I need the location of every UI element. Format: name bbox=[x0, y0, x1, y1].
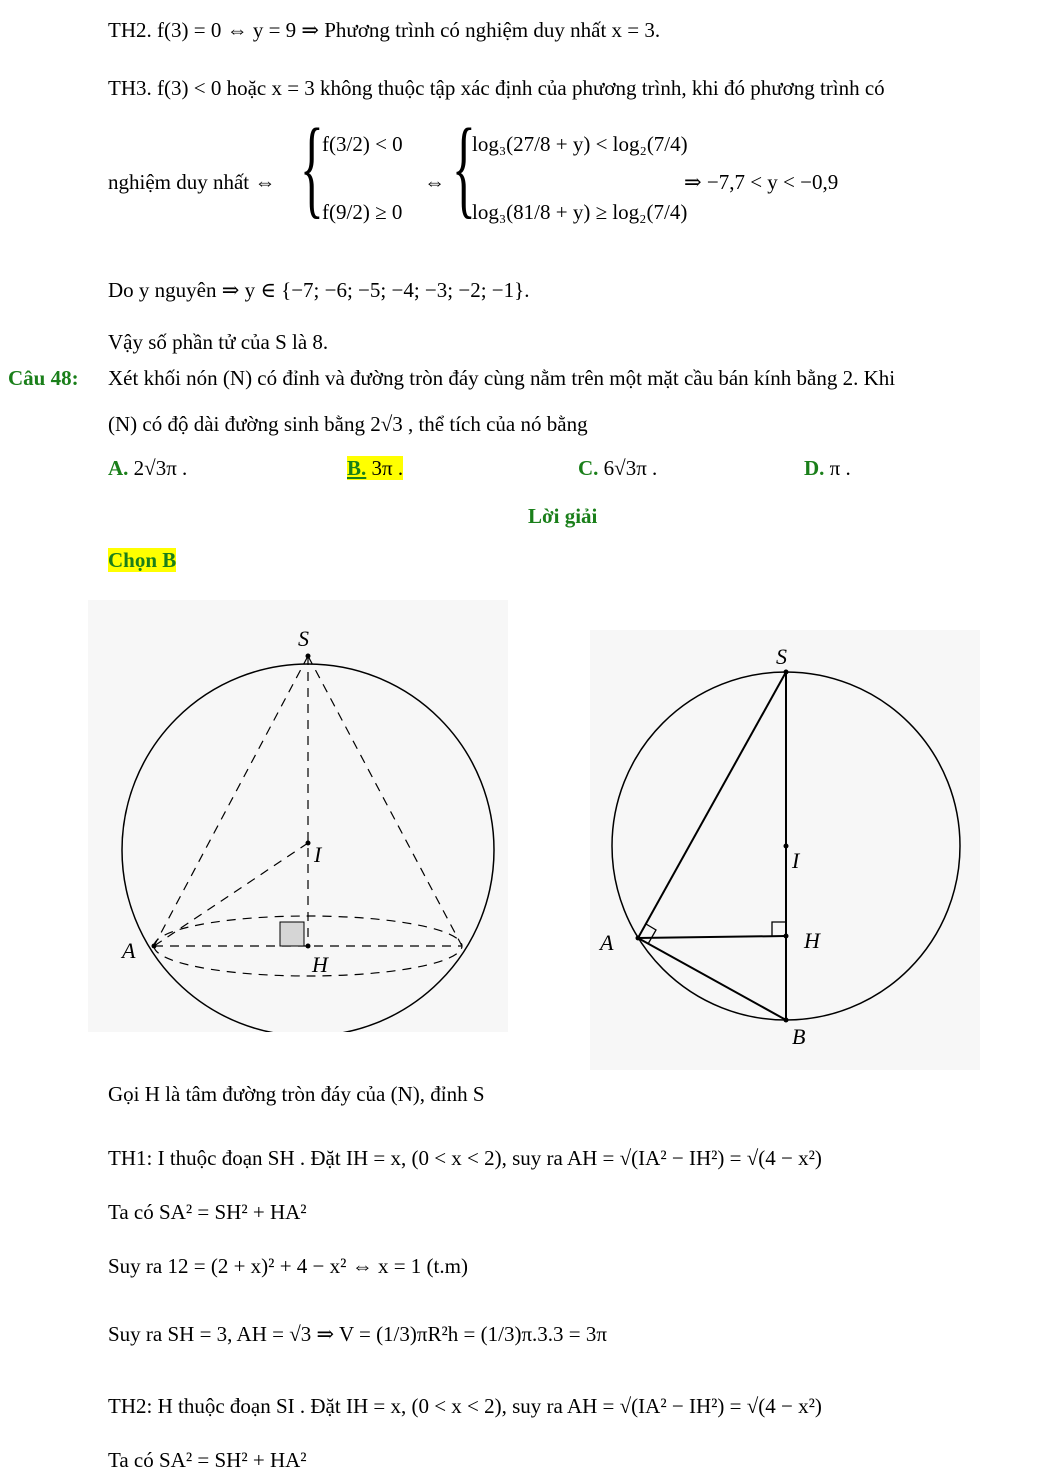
left-brace-1: { bbox=[300, 106, 324, 228]
option-d-value: π . bbox=[829, 456, 851, 480]
system2-row1: log₃(27/8 + y) < log₂(7/4) bbox=[472, 132, 688, 156]
label-i-right: I bbox=[792, 848, 800, 873]
option-b-label: B. bbox=[347, 456, 367, 480]
vay-line: Vậy số phần tử của S là 8. bbox=[108, 330, 329, 354]
label-b-right: B bbox=[792, 1024, 806, 1049]
point-h bbox=[306, 944, 311, 949]
option-a-value: 2√3π . bbox=[133, 456, 188, 480]
loi-giai-heading: Lời giải bbox=[528, 504, 598, 528]
option-b bbox=[347, 456, 403, 481]
label-h: H bbox=[312, 952, 328, 977]
label-a: A bbox=[122, 938, 136, 963]
point-i-right bbox=[784, 844, 789, 849]
label-a-right: A bbox=[600, 930, 614, 955]
point-s-right bbox=[784, 670, 789, 675]
solution-taco-1: Ta có SA² = SH² + HA² bbox=[108, 1200, 307, 1224]
solution-suyra-2: Suy ra SH = 3, AH = √3 ⇒ V = (1/3)πR²h = (1/3)π.3.3 = 3π bbox=[108, 1322, 608, 1346]
label-s: S bbox=[298, 626, 309, 651]
option-b-highlight bbox=[347, 456, 403, 480]
th2-previous-line: TH2. f(3) = 0 ⇔ y = 9 ⇒ Phương trình có nghiệm duy nhất x = 3. bbox=[108, 18, 661, 42]
system1-row2: f(9/2) ≥ 0 bbox=[322, 200, 403, 224]
point-i bbox=[306, 841, 311, 846]
solution-goi: Gọi H là tâm đường tròn đáy của (N), đỉnh S bbox=[108, 1082, 485, 1106]
option-c bbox=[578, 456, 657, 481]
question-text-1: Xét khối nón (N) có đỉnh và đường tròn đáy cùng nằm trên một mặt cầu bán kính bằng 2. Khi bbox=[108, 366, 896, 390]
system1-row1: f(3/2) < 0 bbox=[322, 132, 403, 156]
solution-suyra-1: Suy ra 12 = (2 + x)² + 4 − x² ⇔ x = 1 (t.m) bbox=[108, 1254, 468, 1278]
label-i: I bbox=[314, 842, 322, 867]
right-angle-marker bbox=[280, 922, 304, 946]
nghiem-label: nghiệm duy nhất ⇔ bbox=[108, 170, 276, 194]
left-brace-2: { bbox=[452, 106, 476, 228]
point-h-right bbox=[784, 934, 789, 939]
do-y-nguyen-line: Do y nguyên ⇒ y ∈ {−7; −6; −5; −4; −3; −2; −1}. bbox=[108, 278, 530, 302]
solution-th2: TH2: H thuộc đoạn SI . Đặt IH = x, (0 < x < 2), suy ra AH = √(IA² − IH²) = √(4 − x²) bbox=[108, 1394, 822, 1418]
figure-right-cross-section bbox=[590, 630, 980, 1070]
point-s bbox=[306, 654, 311, 659]
label-h-right: H bbox=[804, 928, 820, 953]
point-a-right bbox=[636, 936, 641, 941]
option-c-value: 6√3π . bbox=[603, 456, 658, 480]
chon-answer-text: Chọn B bbox=[108, 548, 177, 572]
option-b-value: 3π . bbox=[371, 456, 404, 480]
question-text-2: (N) có độ dài đường sinh bằng 2√3 , thể tích của nó bằng bbox=[108, 412, 588, 436]
option-a bbox=[108, 456, 187, 481]
point-a bbox=[152, 944, 157, 949]
point-b-right bbox=[784, 1018, 789, 1023]
question-label: Câu 48: bbox=[8, 366, 79, 390]
option-a-label: A. bbox=[108, 456, 129, 480]
th3-previous-line: TH3. f(3) < 0 hoặc x = 3 không thuộc tập xác định của phương trình, khi đó phương trình có bbox=[108, 76, 885, 100]
equiv-symbol: ⇔ bbox=[424, 170, 445, 194]
option-d bbox=[804, 456, 851, 481]
option-c-label: C. bbox=[578, 456, 599, 480]
label-s-right: S bbox=[776, 644, 787, 669]
solution-taco-2: Ta có SA² = SH² + HA² bbox=[108, 1448, 307, 1472]
figure-left-cone-sphere bbox=[88, 600, 508, 1032]
solution-th1: TH1: I thuộc đoạn SH . Đặt IH = x, (0 < x < 2), suy ra AH = √(IA² − IH²) = √(4 − x²) bbox=[108, 1146, 822, 1170]
chon-answer bbox=[108, 548, 176, 573]
system2-row2: log₃(81/8 + y) ≥ log₂(7/4) bbox=[472, 200, 688, 224]
option-d-label: D. bbox=[804, 456, 825, 480]
system-result: ⇒ −7,7 < y < −0,9 bbox=[684, 170, 839, 194]
